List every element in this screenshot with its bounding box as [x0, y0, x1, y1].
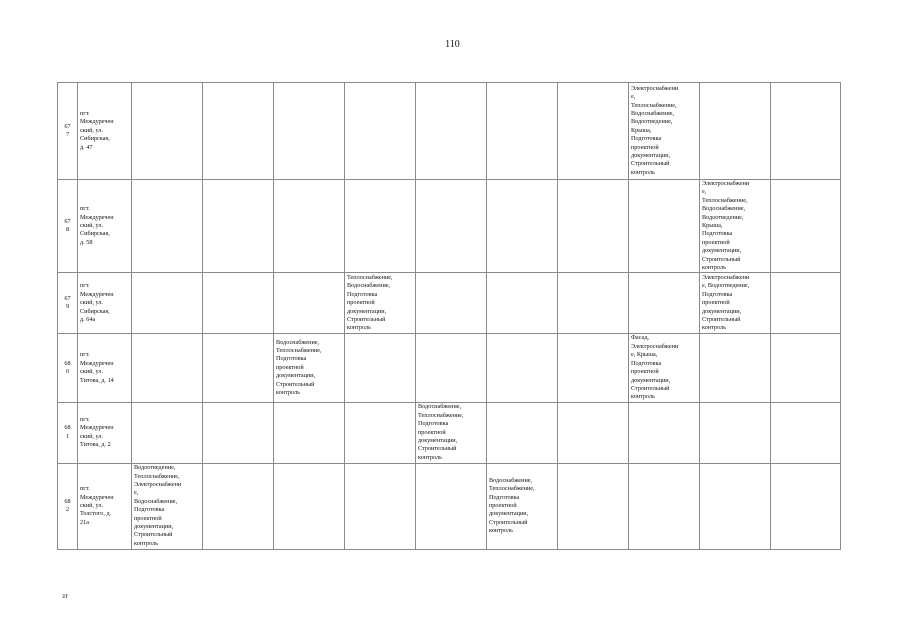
- empty-cell: [274, 273, 345, 334]
- empty-cell: [416, 334, 487, 402]
- empty-cell: [345, 334, 416, 402]
- works-cell: Электроснабжени е, Водоотведение, Подготовка проектной документации, Строительный контроль: [700, 273, 771, 334]
- row-number: 67 8: [58, 180, 78, 273]
- table-row: [58, 83, 841, 180]
- empty-cell: [416, 180, 487, 273]
- works-cell: Теплоснабжение, Водоснабжение, Подготовка проектной документации, Строительный контроль: [345, 273, 416, 334]
- table-row: [58, 273, 841, 334]
- empty-cell: [771, 273, 841, 334]
- empty-cell: [203, 180, 274, 273]
- footer-mark: зт: [62, 592, 68, 600]
- empty-cell: [558, 83, 629, 180]
- empty-cell: [629, 180, 700, 273]
- empty-cell: [132, 273, 203, 334]
- address-cell: пгт. Междуречен ский, ул. Титова, д. 2: [78, 402, 132, 463]
- works-cell: Фасад, Электроснабжени е, Крыша, Подготовка проектной документации, Строительный контроль: [629, 334, 700, 402]
- empty-cell: [700, 334, 771, 402]
- empty-cell: [487, 273, 558, 334]
- empty-cell: [700, 463, 771, 549]
- empty-cell: [629, 463, 700, 549]
- empty-cell: [345, 402, 416, 463]
- table-row: [58, 463, 841, 549]
- table-row: [58, 334, 841, 402]
- empty-cell: [345, 83, 416, 180]
- row-number: 68 0: [58, 334, 78, 402]
- empty-cell: [771, 83, 841, 180]
- empty-cell: [203, 463, 274, 549]
- row-number: 67 9: [58, 273, 78, 334]
- empty-cell: [274, 402, 345, 463]
- works-cell: Водоснабжение, Теплоснабжение, Подготовка проектной документации, Строительный контроль: [416, 402, 487, 463]
- empty-cell: [416, 463, 487, 549]
- empty-cell: [700, 83, 771, 180]
- row-number: 67 7: [58, 83, 78, 180]
- empty-cell: [132, 334, 203, 402]
- empty-cell: [771, 180, 841, 273]
- empty-cell: [274, 83, 345, 180]
- empty-cell: [132, 402, 203, 463]
- empty-cell: [487, 180, 558, 273]
- page-number: 110: [445, 39, 460, 50]
- empty-cell: [487, 334, 558, 402]
- table-row: [58, 180, 841, 273]
- works-cell: Электроснабжени е, Теплоснабжение, Водоснабжение, Водоотведение, Крыша, Подготовка проектной документации, Строительный контроль: [629, 83, 700, 180]
- works-cell: Водоснабжение, Теплоснабжение, Подготовка проектной документации, Строительный контроль: [487, 463, 558, 549]
- empty-cell: [132, 180, 203, 273]
- empty-cell: [558, 402, 629, 463]
- empty-cell: [203, 334, 274, 402]
- empty-cell: [558, 334, 629, 402]
- empty-cell: [203, 402, 274, 463]
- empty-cell: [487, 83, 558, 180]
- empty-cell: [771, 334, 841, 402]
- address-cell: пгт. Междуречен ский, ул. Сибирская, д. 58: [78, 180, 132, 273]
- empty-cell: [558, 463, 629, 549]
- empty-cell: [629, 402, 700, 463]
- empty-cell: [274, 463, 345, 549]
- address-cell: пгт. Междуречен ский, ул. Сибирская, д. 64а: [78, 273, 132, 334]
- empty-cell: [345, 180, 416, 273]
- empty-cell: [274, 180, 345, 273]
- empty-cell: [771, 463, 841, 549]
- empty-cell: [771, 402, 841, 463]
- empty-cell: [629, 273, 700, 334]
- row-number: 68 2: [58, 463, 78, 549]
- empty-cell: [203, 83, 274, 180]
- works-cell: Электроснабжени е, Теплоснабжение, Водоснабжение, Водоотведение, Крыша, Подготовка проектной документации, Строительный контроль: [700, 180, 771, 273]
- empty-cell: [558, 273, 629, 334]
- capital-repair-table: [57, 82, 841, 550]
- empty-cell: [416, 83, 487, 180]
- empty-cell: [700, 402, 771, 463]
- empty-cell: [132, 83, 203, 180]
- address-cell: пгт. Междуречен ский, ул. Сибирская, д. 47: [78, 83, 132, 180]
- empty-cell: [345, 463, 416, 549]
- empty-cell: [203, 273, 274, 334]
- empty-cell: [487, 402, 558, 463]
- row-number: 68 1: [58, 402, 78, 463]
- table-row: [58, 402, 841, 463]
- address-cell: пгт. Междуречен ский, ул. Титова, д. 14: [78, 334, 132, 402]
- works-cell: Водоснабжение, Теплоснабжение, Подготовка проектной документации, Строительный контроль: [274, 334, 345, 402]
- address-cell: пгт. Междуречен ский, ул. Толстого, д. 21а: [78, 463, 132, 549]
- works-cell: Водоотведение, Теплоснабжение, Электроснабжени е, Водоснабжение, Подготовка проектной документации, Строительный контроль: [132, 463, 203, 549]
- empty-cell: [558, 180, 629, 273]
- empty-cell: [416, 273, 487, 334]
